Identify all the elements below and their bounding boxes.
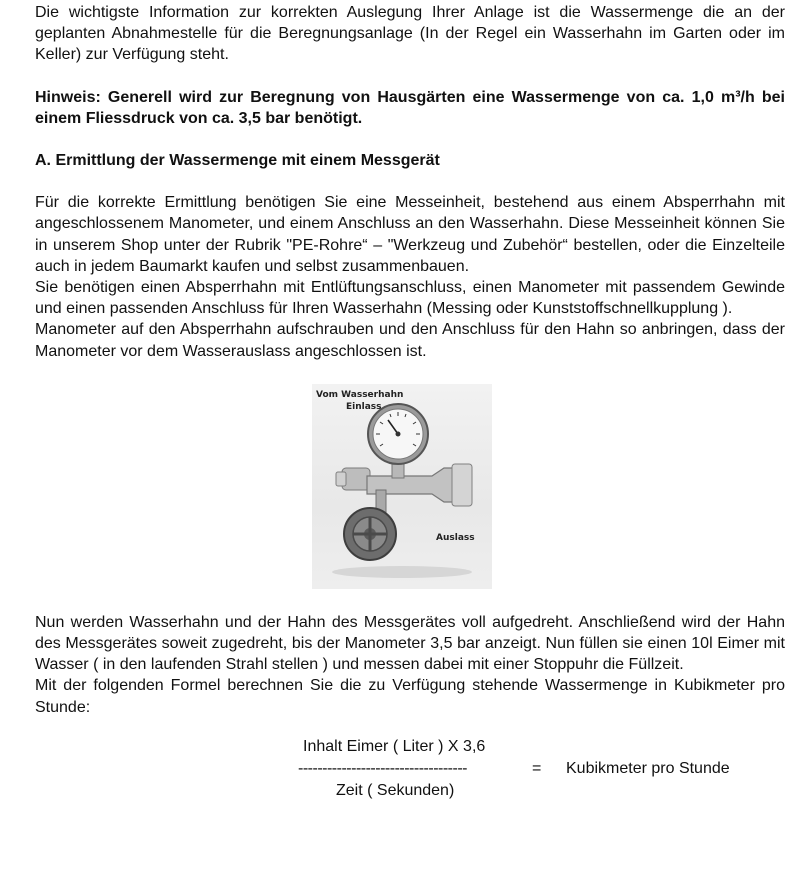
formula-denominator: Zeit ( Sekunden): [336, 781, 455, 799]
formula-numerator: Inhalt Eimer ( Liter ) X 3,6: [303, 737, 486, 755]
hint-paragraph: Hinweis: Generell wird zur Beregnung von Hausgärten eine Wassermenge von ca. 1,0 m³/h bei einem Fliessdruck von ca. 3,5 bar benötigt.: [35, 88, 785, 127]
paragraph-formula-intro: Mit der folgenden Formel berechnen Sie die zu Verfügung stehende Wassermenge in Kubikmeter pro Stunde:: [35, 677, 785, 716]
intro-paragraph: Die wichtigste Information zur korrekten Auslegung Ihrer Anlage ist die Wassermenge die an der geplanten Abnahmestelle für die Beregnungsanlage (In der Regel ein Wasserhahn im Garten oder im Keller) zur Verfügung steht.: [35, 4, 785, 64]
document-page: [35, 2, 785, 800]
flow-rate-formula: [35, 734, 785, 800]
formula-equals: =: [532, 759, 542, 777]
paragraph-components: Sie benötigen einen Absperrhahn mit Entlüftungsanschluss, einen Manometer mit passendem Gewinde und einen passenden Anschluss für Ihren Wasserhahn (Messing oder Kunststoffschnellkupplung ).: [35, 279, 785, 318]
section-heading: A. Ermittlung der Wassermenge mit einem Messgerät: [35, 152, 440, 170]
outlet-label: Auslass: [436, 532, 475, 543]
measuring-device-photo: [312, 384, 492, 589]
formula-fraction-line: -----------------------------------: [298, 759, 467, 777]
inlet-label-line2: Einlass: [346, 401, 382, 412]
inlet-label-line1: Vom Wasserhahn: [316, 389, 404, 400]
paragraph-assembly: Manometer auf den Absperrhahn aufschrauben und den Anschluss für den Hahn so anbringen, dass der Manometer vor dem Wasserauslass angeschlossen ist.: [35, 321, 785, 360]
paragraph-procedure: Nun werden Wasserhahn und der Hahn des Messgerätes voll aufgedreht. Anschließend wird der Hahn des Messgerätes soweit zugedreht, bis der Manometer 3,5 bar anzeigt. Nun füllen sie einen 10l Eimer mit Wasser ( in den laufenden Strahl stellen ) und messen dabei mit einer Stoppuhr die Füllzeit.: [35, 613, 785, 674]
paragraph-measuring-unit: Für die korrekte Ermittlung benötigen Sie eine Messeinheit, bestehend aus einem Absperrhahn mit angeschlossenem Manometer, und einem Anschluss an den Wasserhahn. Diese Messeinheit können Sie in unserem Shop unter der Rubrik "PE-Rohre“ – "Werkzeug und Zubehör“ bestellen, oder die Einzelteile auch in jedem Baumarkt kaufen und selbst zusammenbauen.: [35, 194, 785, 275]
pressure-gauge-valve-illustration: [312, 384, 492, 589]
formula-result: Kubikmeter pro Stunde: [566, 759, 730, 777]
